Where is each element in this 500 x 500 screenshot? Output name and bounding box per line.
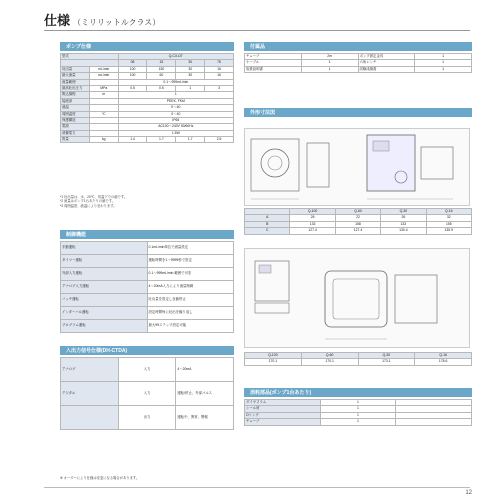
table-cell: 六角レンチ [358,60,415,66]
table-row [61,242,234,255]
table-cell: Oリング [245,412,321,418]
table-cell: 170.1 [301,359,358,365]
dimension-drawing-1 [244,128,470,206]
table-cell: PEEK, FKM [118,98,233,104]
table-cell: ℃ [89,111,118,117]
footer-rule [44,487,470,488]
table-cell: 30 [176,66,205,72]
table-cell: AC100～240V 50/60Hz [118,124,233,130]
pump-spec-table [60,53,234,143]
table-cell: 0.5 [147,85,176,91]
dimension-table-2 [244,352,472,366]
table-cell: 32 [426,215,471,221]
table-cell: 1 [301,66,358,72]
table-cell: 入力 [118,358,176,382]
table-cell: 運転時間を1～9999秒で設定 [147,255,234,268]
section-consumables-label: 消耗部品(ポンプ1台あたり) [250,390,312,396]
table-cell: 1.7 [147,137,176,143]
table-cell: mL/min [89,66,118,72]
table-cell: 178.6 [415,359,472,365]
table-cell: 1 [320,419,396,425]
section-dimensions-label: 外形寸法図 [250,110,276,116]
table-row [61,320,234,333]
table-cell: 0～40 [118,105,233,111]
table-cell [61,406,119,430]
table-cell: Q-30 [358,353,415,359]
table-cell: 4～20mA入力により流量制御 [147,281,234,294]
table-cell: 1 [415,54,472,60]
table-cell: アナログ [61,358,119,382]
table-cell: 保護構造 [61,117,90,123]
table-cell: Q-60 [335,209,380,215]
table-cell: 130.4 [381,228,426,234]
table-row [61,358,234,382]
table-cell: 4～20mA [176,358,234,382]
note-line: *2 流量はポンプ1台あたりの値です。 [60,199,116,204]
table-cell: Q-16 [426,209,471,215]
section-consumables [244,388,472,397]
table-cell: 2m [301,54,358,60]
table-cell: 100 [118,66,147,72]
table-cell: 30 [176,60,205,66]
table-cell: 1.7 [176,137,205,143]
table-cell: A [245,215,290,221]
section-control-label: 制御機能 [66,232,87,238]
table-row [245,66,472,72]
table-cell: 26 [290,215,335,221]
table-cell: 60 [147,73,176,79]
pump-notes [60,195,127,208]
table-cell: 出力 [118,406,176,430]
section-pump-label: ポンプ仕様 [66,44,92,50]
table-cell: 127.4 [290,228,335,234]
table-cell: 最大99ステップ設定可能 [147,320,234,333]
page-title: 仕様 [44,13,71,28]
table-cell: デジタル [61,382,119,406]
table-row [61,255,234,268]
table-cell: 173.1 [358,359,415,365]
table-cell: 1 [118,92,233,98]
table-row [245,359,472,365]
table-cell: 16 [205,73,234,79]
pump-drawing-icon [245,129,471,207]
table-cell: 入力 [118,382,176,406]
table-cell: MPa [89,85,118,91]
consumables-table [244,399,472,426]
table-cell: 08 [118,60,147,66]
table-cell: 100 [118,73,147,79]
table-cell: 電源 [61,124,90,130]
table-cell: kg [89,137,118,143]
table-cell: プログラム運転 [61,320,148,333]
table-cell: バッチ運転 [61,294,148,307]
table-cell: 0.1～999mL/min 範囲で可変 [147,268,234,281]
table-cell: 外部入力運転 [61,268,148,281]
table-cell: シール材 [245,406,321,412]
table-cell: m [89,92,118,98]
accessories-table [244,53,472,73]
table-cell: 試験成績書 [358,66,415,72]
section-pump-spec [60,42,234,51]
table-cell: 吐出量を設定し自動停止 [147,294,234,307]
table-cell: アナログ入力運転 [61,281,148,294]
table-cell: 1.4 [118,137,147,143]
table-cell: 液温 [61,105,90,111]
table-cell: 0.1mL/min単位で流量設定 [147,242,234,255]
table-cell: Q-60 [301,353,358,359]
table-cell: 26 [381,215,426,221]
table-cell: チューブ [245,419,321,425]
table-cell: ダイヤフラム [245,400,321,406]
dimension-table [244,208,472,235]
title-rule [44,30,470,31]
io-table [60,357,234,430]
table-cell: IP65 [118,117,233,123]
table-cell: 消費電力 [61,130,90,136]
table-row [61,307,234,320]
table-cell: 170.1 [245,359,302,365]
table-cell [396,419,472,425]
section-dimensions [244,108,472,117]
table-cell: B [245,221,290,227]
table-cell: Q-100 [245,353,302,359]
table-cell: 133 [381,221,426,227]
page-subtitle: （ミリリットルクラス） [73,18,161,27]
table-cell: 135.9 [426,228,471,234]
table-row [245,419,472,425]
table-row [61,268,234,281]
table-cell: C [245,228,290,234]
table-cell: 最大流量 [61,73,90,79]
table-cell: 16 [205,66,234,72]
table-cell: 1 [320,406,396,412]
table-cell: インターバル運転 [61,307,148,320]
table-cell: 1 [320,412,396,418]
table-row [61,406,234,430]
table-cell: Q-100 [290,209,335,215]
page-number: 12 [465,490,472,496]
note-line: *3 周囲温度、液温により変わります。 [60,203,117,208]
table-cell: ケーブル [245,60,302,66]
table-cell: 1 [415,60,472,66]
table-cell: 手動運転 [61,242,148,255]
table-cell: タイマー運転 [61,255,148,268]
table-cell: 1.5W [118,130,233,136]
table-cell: 接液部 [61,98,90,104]
table-cell: 150 [147,66,176,72]
page-title-group [44,10,160,29]
control-table [60,241,234,333]
table-cell: 30 [176,73,205,79]
table-cell: ポンプ固定金具 [358,54,415,60]
table-cell: Q-30 [381,209,426,215]
table-row [245,228,472,234]
table-cell: 1 [415,66,472,72]
table-cell: 0～40 [118,111,233,117]
table-row [61,137,234,143]
table-cell: 最高吐出圧力 [61,85,90,91]
table-cell: 周囲温度 [61,111,90,117]
table-cell: 設定時間毎に吐出を繰り返し [147,307,234,320]
table-cell: 3 [205,85,234,91]
table-cell: 1 [301,60,358,66]
section-io-label: 入出力信号仕様(DH-CTDA) [66,348,128,354]
dimension-drawing-2 [244,248,470,348]
table-cell: 15 [147,60,176,66]
table-cell: 0.1～999mL/min [118,79,233,85]
table-cell: 133 [290,221,335,227]
table-cell: 質量 [61,137,90,143]
table-cell: 0.5 [118,85,147,91]
table-cell: 22 [335,215,380,221]
footer-note: ※ オーダーにより仕様は変更になる場合があります。 [60,476,140,480]
section-control [60,230,234,239]
section-accessories [244,42,472,51]
table-cell: 吸込揚程 [61,92,90,98]
table-row [61,294,234,307]
table-cell: Q-16 [415,353,472,359]
table-cell: 75 [205,60,234,66]
table-cell: 158 [335,221,380,227]
table-cell: Q-CX-DT [118,54,233,60]
table-cell: 2.5 [205,137,234,143]
table-cell: 吐出量 [61,66,90,72]
table-cell: 155 [426,221,471,227]
table-row [61,382,234,406]
table-cell: チューブ [245,54,302,60]
section-accessories-label: 付属品 [250,44,266,50]
table-cell: mL/min [89,73,118,79]
table-cell: 運転中、異常、警報 [176,406,234,430]
section-io [60,346,234,355]
table-cell: 1 [320,400,396,406]
table-cell: 流量範囲 [61,79,90,85]
note-line: *1 吐出量は、水、20℃、常温下での値です。 [60,195,128,199]
table-row [61,281,234,294]
table-cell: 運転/停止、外部パルス [176,382,234,406]
table-cell: 型式 [61,54,119,60]
table-cell: 取扱説明書 [245,66,302,72]
table-cell: 1 [176,85,205,91]
table-cell: 127.4 [335,228,380,234]
pump-drawing-2-icon [245,249,471,349]
